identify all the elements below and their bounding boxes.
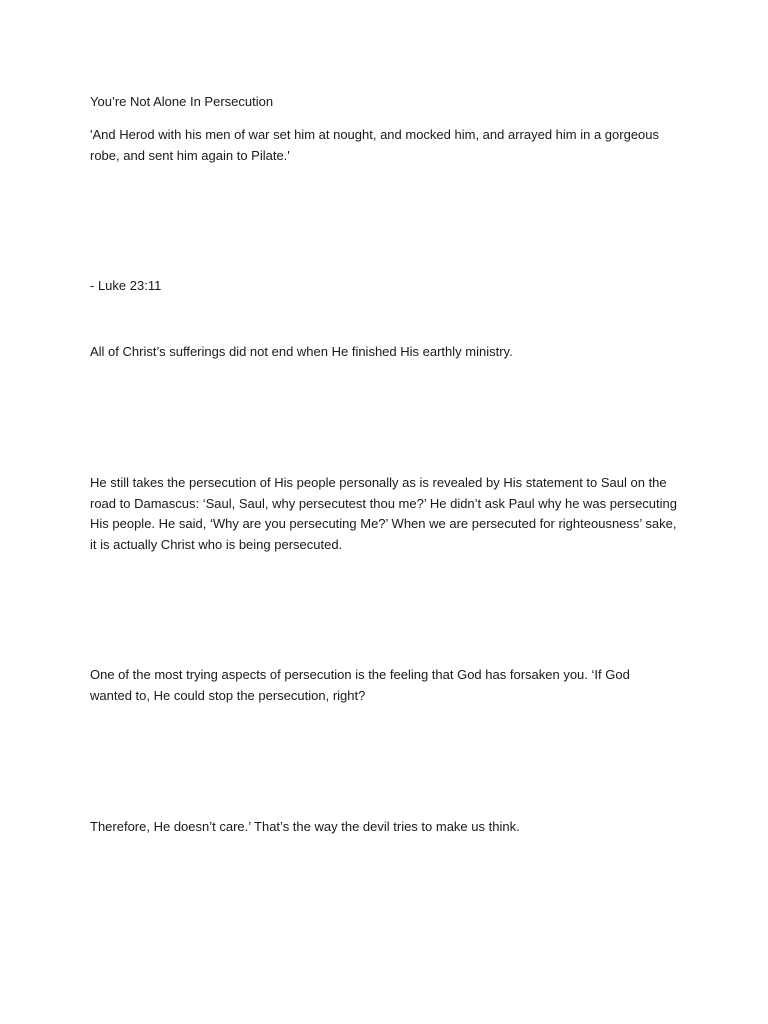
scripture-reference: - Luke 23:11 [90, 278, 162, 293]
body-paragraph: He still takes the persecution of His people personally as is revealed by His statement to Saul on the road to Damascus: ‘Saul, Saul, why persecutest thou me?’ He didn’t ask Paul why he was persecuting His people. He said, ‘Why are you persecuting Me?’ When we are persecuted for righteousness’ sake, it is actually Christ who is being persecuted. [90, 475, 677, 552]
body-paragraph: All of Christ’s sufferings did not end when He finished His earthly ministry. [90, 344, 513, 359]
body-paragraph: Therefore, He doesn’t care.’ That’s the way the devil tries to make us think. [90, 819, 520, 834]
document-title: You’re Not Alone In Persecution [90, 94, 274, 109]
scripture-quote: 'And Herod with his men of war set him at nought, and mocked him, and arrayed him in a gorgeous robe, and sent him again to Pilate.' [90, 127, 660, 163]
body-paragraph: One of the most trying aspects of persecution is the feeling that God has forsaken you. ‘If God wanted to, He could stop the persecution, right? [90, 667, 630, 703]
